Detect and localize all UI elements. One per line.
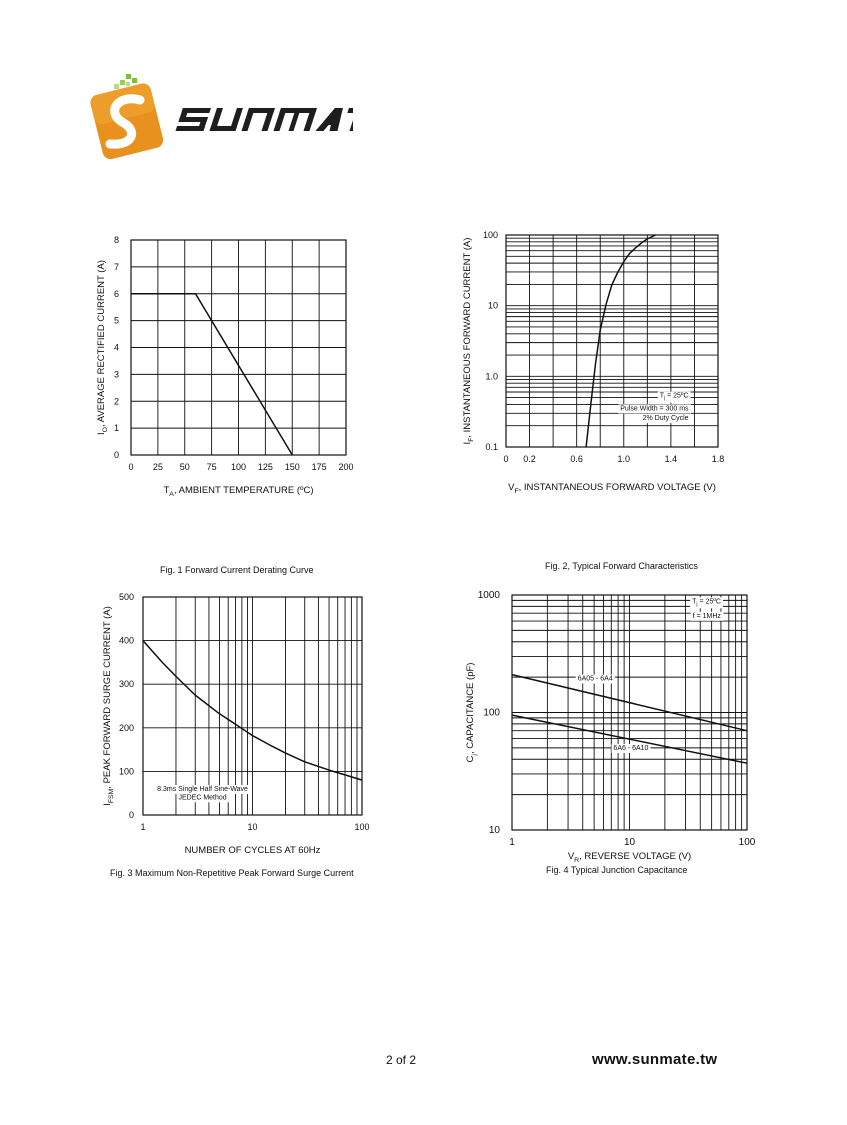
fig3-y-tick-label: 300: [118, 679, 134, 690]
fig1-y-tick-label: 0: [113, 450, 119, 460]
fig3-x-tick-label: 100: [354, 822, 370, 832]
fig2-annotation-rest: = 25ºC: [665, 392, 689, 400]
fig4-caption: Fig. 4 Typical Junction Capacitance: [546, 865, 688, 875]
fig4-x-tick-label: 100: [738, 837, 756, 848]
fig3-annotation-text: 8.3ms Single Half Sine-Wave: [157, 786, 248, 794]
fig2-annotation-text: 2% Duty Cycle: [642, 415, 689, 423]
fig2-x-tick-label: 0: [503, 454, 509, 464]
fig4-y-tick-label: 1000: [477, 590, 500, 601]
fig3-y-tick-label: 200: [118, 722, 134, 733]
fig4-y-tick-label: 10: [488, 825, 500, 836]
fig3-y-axis-label-subscript: FSM: [107, 788, 115, 804]
fig1-y-tick-label: 8: [113, 235, 119, 245]
fig2-x-tick-label: 0.2: [523, 454, 536, 464]
fig2-y-axis-label-subscript: F: [467, 437, 475, 442]
fig3-annotation-text: JEDEC Method: [178, 794, 227, 802]
fig4-y-axis-label-main: C: [465, 755, 476, 763]
fig1-x-axis-label-main: T: [163, 485, 170, 496]
page-number: 2 of 2: [386, 1053, 417, 1067]
fig2-annotation-main: T: [659, 392, 665, 400]
fig2-x-tick-label: 1.8: [711, 454, 725, 464]
website-link[interactable]: www.sunmate.tw: [592, 1051, 718, 1068]
fig2-x-tick-label: 0.6: [570, 454, 583, 464]
fig1-x-tick-label: 25: [152, 462, 163, 472]
fig4-y-axis-label: [465, 663, 478, 763]
fig3-caption: Fig. 3 Maximum Non-Repetitive Peak Forward Surge Current: [110, 868, 354, 878]
fig1-y-tick-label: 3: [113, 369, 119, 380]
fig4-annotation-text: 6A05 - 6A4: [577, 675, 613, 683]
fig1-x-axis-label-subscript: A: [169, 490, 174, 498]
fig4-x-axis-label-rest: , REVERSE VOLTAGE (V): [579, 851, 692, 862]
fig1-x-tick-label: 50: [179, 462, 190, 472]
fig2-annotation-text: Pulse Width = 300 ms: [620, 405, 689, 413]
fig1-x-tick-label: 125: [257, 462, 273, 472]
fig4-annotation-main: T: [692, 598, 697, 606]
fig1-y-tick-label: 5: [113, 315, 119, 326]
fig2-x-axis-label-subscript: F: [514, 487, 519, 495]
fig1-x-tick-label: 150: [284, 462, 300, 472]
fig4-x-axis-label-main: V: [567, 851, 575, 862]
fig3-y-tick-label: 100: [118, 766, 134, 777]
fig2-annotation-subscript: j: [664, 395, 666, 402]
fig3-y-axis-label-rest: , PEAK FORWARD SURGE CURRENT (A): [102, 606, 113, 789]
fig4-y-tick-label: 100: [483, 707, 500, 719]
fig4-y-axis-label-rest: , CAPACITANCE (pF): [465, 662, 476, 755]
fig1-y-axis-label-rest: , AVERAGE RECTIFIED CURRENT (A): [96, 260, 107, 428]
fig2-caption: Fig. 2, Typical Forward Characteristics: [545, 561, 698, 571]
fig4-y-axis-label-subscript: j: [470, 754, 478, 756]
fig4-x-axis-label-subscript: R: [574, 856, 580, 864]
fig1-y-tick-label: 4: [113, 342, 119, 353]
fig1-y-axis-label-main: I: [96, 432, 107, 435]
fig2-y-tick-label: 10: [487, 300, 498, 311]
fig1-y-tick-label: 1: [113, 423, 119, 434]
fig1-x-tick-label: 175: [311, 462, 327, 472]
fig3-y-tick-label: 0: [128, 810, 134, 820]
fig2-x-axis-label-main: V: [508, 482, 515, 493]
fig4-x-tick-label: 10: [623, 837, 636, 848]
fig1-y-tick-label: 7: [113, 261, 119, 272]
fig1-y-tick-label: 2: [113, 396, 119, 407]
fig1-x-tick-label: 0: [128, 462, 134, 472]
fig4-annotation-subscript: j: [696, 601, 698, 608]
fig1-caption: Fig. 1 Forward Current Derating Curve: [160, 565, 314, 575]
fig1-y-tick-label: 6: [113, 288, 119, 299]
fig2-x-tick-label: 1.0: [617, 454, 631, 464]
fig2-y-tick-label: 0.1: [485, 442, 498, 452]
fig2-y-axis-label-main: I: [462, 441, 473, 445]
fig2-y-axis-label-rest: , INSTANTANEOUS FORWARD CURRENT (A): [462, 237, 473, 438]
fig4-x-axis-label: [568, 851, 691, 864]
fig1-x-tick-label: 100: [230, 462, 247, 472]
fig4-x-tick-label: 1: [509, 837, 515, 848]
fig3-x-tick-label: 10: [247, 822, 258, 832]
fig4-annotation: [576, 675, 615, 684]
fig2-y-tick-label: 1.0: [485, 371, 498, 382]
fig4-annotation: [691, 612, 724, 621]
fig1-y-axis-label-subscript: O: [101, 427, 109, 433]
fig3-x-axis-label-main: NUMBER OF CYCLES AT 60Hz: [184, 845, 321, 856]
fig3-y-tick-label: 500: [118, 592, 134, 602]
fig4-annotation-rest: = 25ºC: [697, 598, 721, 606]
fig1-x-axis-label-rest: , AMBIENT TEMPERATURE (ºC): [173, 485, 314, 496]
fig1-x-tick-label: 75: [206, 462, 217, 472]
fig3-y-tick-label: 400: [118, 635, 134, 646]
fig4-grid: [512, 595, 747, 830]
fig2-y-tick-label: 100: [482, 230, 498, 240]
fig4-annotation-text: f = 1MHz: [692, 612, 721, 620]
fig3-y-axis-label-main: I: [102, 803, 113, 806]
fig1-x-tick-label: 200: [338, 462, 354, 472]
fig3-x-tick-label: 1: [140, 822, 146, 832]
fig2-x-axis-label-rest: , INSTANTANEOUS FORWARD VOLTAGE (V): [518, 482, 716, 493]
fig4-annotation: [690, 597, 723, 608]
fig4-annotation-text: 6A6 - 6A10: [613, 744, 649, 752]
fig2-x-tick-label: 1.4: [664, 454, 678, 464]
fig4-annotation: [611, 744, 650, 753]
